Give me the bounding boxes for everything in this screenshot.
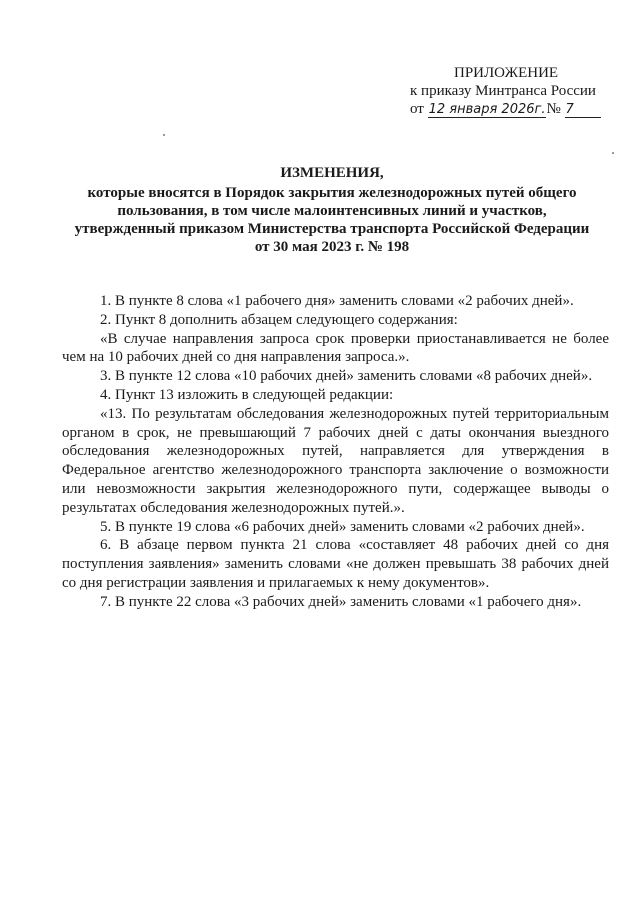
title-main: ИЗМЕНЕНИЯ, [280,165,384,181]
handwritten-number: 7 [565,102,601,118]
date-prefix: от [410,101,424,117]
document-title [62,164,602,256]
handwritten-date: 12 января 2026г. [428,102,546,117]
appendix-heading: ПРИЛОЖЕНИЕ [454,65,559,81]
number-prefix: № [546,101,561,117]
title-line: пользования, в том числе малоинтенсивных линий и участков, [117,203,547,219]
paragraph-6: 6. В абзаце первом пункта 21 слова «составляет 48 рабочих дней со дня поступления заявления» заменить словами «не должен превышать 38 рабочих дней со дня регистрации заявления и прилагаемых к нему документов». [62,537,609,591]
paragraph-4-quote: «13. По результатам обследования железнодорожных путей территориальным органом в срок, не превышающий 7 рабочих дней с даты окончания выездного обследования железнодорожных путей, направляется для утверждения в Федеральное агентство железнодорожного транспорта заключение о возможности или невозможности закрытия железнодорожного пути, содержащее выводы о результатах обследования железнодорожных путей.». [62,405,609,516]
paragraph-7: 7. В пункте 22 слова «3 рабочих дней» заменить словами «1 рабочего дня». [100,593,582,610]
paragraph-2: 2. Пункт 8 дополнить абзацем следующего содержания: [100,311,458,328]
appendix-date-line [410,100,610,118]
appendix-block [410,64,610,118]
scan-speck [612,152,614,154]
paragraph-1: 1. В пункте 8 слова «1 рабочего дня» заменить словами «2 рабочих дней». [100,293,574,309]
scan-speck [163,134,165,136]
paragraph-5: 5. В пункте 19 слова «6 рабочих дней» заменить словами «2 рабочих дней». [100,518,585,535]
paragraph-2-quote: «В случае направления запроса срок проверки приостанавливается не более чем на 10 рабочих дней со дня направления запроса.». [62,330,609,366]
title-line: от 30 мая 2023 г. № 198 [254,239,410,255]
title-line: утвержденный приказом Министерства транспорта Российской Федерации [74,221,590,237]
document-body [62,292,609,612]
title-line: которые вносятся в Порядок закрытия железнодорожных путей общего [87,185,577,201]
paragraph-4: 4. Пункт 13 изложить в следующей редакции: [100,386,394,403]
paragraph-3: 3. В пункте 12 слова «10 рабочих дней» заменить словами «8 рабочих дней». [100,368,593,385]
appendix-order-ref: к приказу Минтранса России [410,83,596,99]
